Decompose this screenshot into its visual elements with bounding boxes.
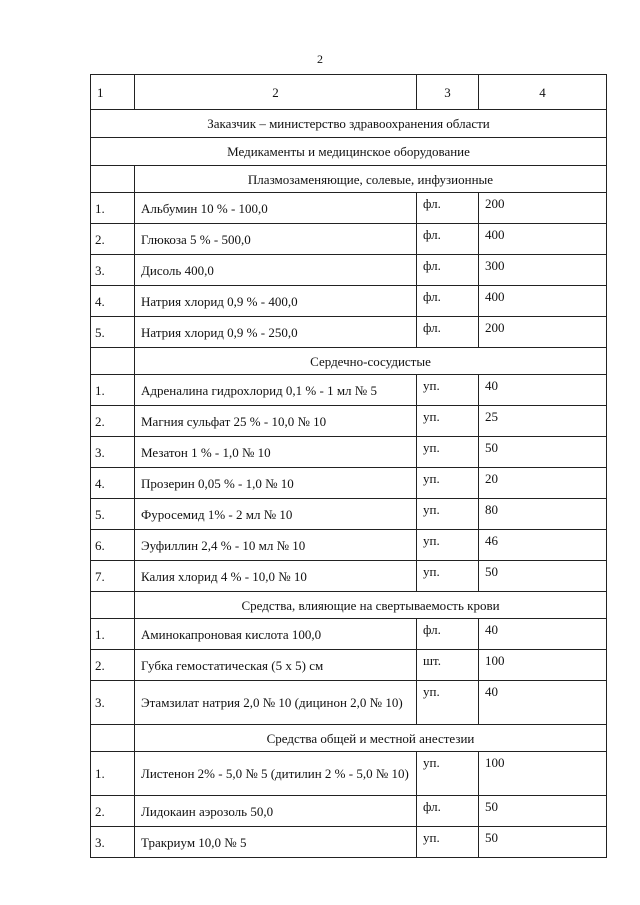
unit-of-measure: уп. bbox=[417, 375, 479, 406]
unit-of-measure: фл. bbox=[417, 224, 479, 255]
quantity: 200 bbox=[479, 193, 607, 224]
quantity: 50 bbox=[479, 561, 607, 592]
section-spacer bbox=[91, 592, 135, 619]
table-row bbox=[91, 499, 607, 530]
row-number: 2. bbox=[91, 406, 135, 437]
row-number: 1. bbox=[91, 752, 135, 796]
table-row bbox=[91, 468, 607, 499]
quantity: 80 bbox=[479, 499, 607, 530]
row-number: 4. bbox=[91, 468, 135, 499]
section-title: Средства общей и местной анестезии bbox=[135, 725, 607, 752]
unit-of-measure: уп. bbox=[417, 406, 479, 437]
section-spacer bbox=[91, 348, 135, 375]
unit-of-measure: фл. bbox=[417, 193, 479, 224]
row-number: 2. bbox=[91, 796, 135, 827]
row-number: 7. bbox=[91, 561, 135, 592]
table-row bbox=[91, 561, 607, 592]
medication-name: Глюкоза 5 % - 500,0 bbox=[135, 224, 417, 255]
quantity: 25 bbox=[479, 406, 607, 437]
medication-name: Фуросемид 1% - 2 мл № 10 bbox=[135, 499, 417, 530]
medication-name: Натрия хлорид 0,9 % - 250,0 bbox=[135, 317, 417, 348]
unit-of-measure: уп. bbox=[417, 468, 479, 499]
medications-table bbox=[90, 74, 607, 858]
row-number: 3. bbox=[91, 437, 135, 468]
quantity: 40 bbox=[479, 375, 607, 406]
header-col-2: 2 bbox=[135, 75, 417, 110]
customer-row bbox=[91, 110, 607, 138]
medication-name: Губка гемостатическая (5 х 5) см bbox=[135, 650, 417, 681]
unit-of-measure: уп. bbox=[417, 681, 479, 725]
medication-name: Лидокаин аэрозоль 50,0 bbox=[135, 796, 417, 827]
quantity: 400 bbox=[479, 286, 607, 317]
unit-of-measure: шт. bbox=[417, 650, 479, 681]
section-row bbox=[91, 166, 607, 193]
section-title: Сердечно-сосудистые bbox=[135, 348, 607, 375]
quantity: 200 bbox=[479, 317, 607, 348]
medication-name: Магния сульфат 25 % - 10,0 № 10 bbox=[135, 406, 417, 437]
medication-name: Адреналина гидрохлорид 0,1 % - 1 мл № 5 bbox=[135, 375, 417, 406]
row-number: 1. bbox=[91, 375, 135, 406]
page-number: 2 bbox=[317, 52, 323, 66]
table-row bbox=[91, 406, 607, 437]
quantity: 50 bbox=[479, 437, 607, 468]
row-number: 1. bbox=[91, 193, 135, 224]
quantity: 40 bbox=[479, 619, 607, 650]
unit-of-measure: уп. bbox=[417, 827, 479, 858]
row-number: 1. bbox=[91, 619, 135, 650]
quantity: 300 bbox=[479, 255, 607, 286]
row-number: 3. bbox=[91, 255, 135, 286]
row-number: 6. bbox=[91, 530, 135, 561]
medication-name: Калия хлорид 4 % - 10,0 № 10 bbox=[135, 561, 417, 592]
header-col-3: 3 bbox=[417, 75, 479, 110]
row-number: 3. bbox=[91, 827, 135, 858]
quantity: 100 bbox=[479, 752, 607, 796]
quantity: 50 bbox=[479, 827, 607, 858]
header-row bbox=[91, 75, 607, 110]
quantity: 400 bbox=[479, 224, 607, 255]
section-spacer bbox=[91, 166, 135, 193]
medication-name: Этамзилат натрия 2,0 № 10 (дицинон 2,0 № 10) bbox=[135, 681, 417, 725]
medication-name: Эуфиллин 2,4 % - 10 мл № 10 bbox=[135, 530, 417, 561]
medication-name: Листенон 2% - 5,0 № 5 (дитилин 2 % - 5,0 № 10) bbox=[135, 752, 417, 796]
table-row bbox=[91, 681, 607, 725]
table-body bbox=[91, 75, 607, 858]
unit-of-measure: фл. bbox=[417, 317, 479, 348]
unit-of-measure: фл. bbox=[417, 796, 479, 827]
section-row bbox=[91, 592, 607, 619]
unit-of-measure: уп. bbox=[417, 530, 479, 561]
row-number: 2. bbox=[91, 650, 135, 681]
row-number: 2. bbox=[91, 224, 135, 255]
header-col-1: 1 bbox=[91, 75, 135, 110]
medication-name: Мезатон 1 % - 1,0 № 10 bbox=[135, 437, 417, 468]
row-number: 3. bbox=[91, 681, 135, 725]
medication-name: Прозерин 0,05 % - 1,0 № 10 bbox=[135, 468, 417, 499]
medication-name: Натрия хлорид 0,9 % - 400,0 bbox=[135, 286, 417, 317]
section-title: Плазмозаменяющие, солевые, инфузионные bbox=[135, 166, 607, 193]
medication-name: Аминокапроновая кислота 100,0 bbox=[135, 619, 417, 650]
row-number: 5. bbox=[91, 499, 135, 530]
row-number: 5. bbox=[91, 317, 135, 348]
quantity: 50 bbox=[479, 796, 607, 827]
row-number: 4. bbox=[91, 286, 135, 317]
quantity: 40 bbox=[479, 681, 607, 725]
unit-of-measure: уп. bbox=[417, 752, 479, 796]
table-row bbox=[91, 375, 607, 406]
unit-of-measure: уп. bbox=[417, 499, 479, 530]
table-row bbox=[91, 437, 607, 468]
unit-of-measure: фл. bbox=[417, 619, 479, 650]
unit-of-measure: уп. bbox=[417, 437, 479, 468]
medication-name: Тракриум 10,0 № 5 bbox=[135, 827, 417, 858]
section-row bbox=[91, 348, 607, 375]
table-row bbox=[91, 255, 607, 286]
table-row bbox=[91, 827, 607, 858]
table-row bbox=[91, 752, 607, 796]
customer-title: Заказчик – министерство здравоохранения области bbox=[91, 110, 607, 138]
medication-name: Дисоль 400,0 bbox=[135, 255, 417, 286]
table-row bbox=[91, 317, 607, 348]
category-title: Медикаменты и медицинское оборудование bbox=[91, 138, 607, 166]
unit-of-measure: фл. bbox=[417, 286, 479, 317]
unit-of-measure: фл. bbox=[417, 255, 479, 286]
medication-name: Альбумин 10 % - 100,0 bbox=[135, 193, 417, 224]
table-row bbox=[91, 650, 607, 681]
table-row bbox=[91, 530, 607, 561]
table-row bbox=[91, 796, 607, 827]
unit-of-measure: уп. bbox=[417, 561, 479, 592]
section-row bbox=[91, 725, 607, 752]
category-row bbox=[91, 138, 607, 166]
quantity: 20 bbox=[479, 468, 607, 499]
quantity: 46 bbox=[479, 530, 607, 561]
header-col-4: 4 bbox=[479, 75, 607, 110]
section-spacer bbox=[91, 725, 135, 752]
table-row bbox=[91, 619, 607, 650]
section-title: Средства, влияющие на свертываемость крови bbox=[135, 592, 607, 619]
quantity: 100 bbox=[479, 650, 607, 681]
table-row bbox=[91, 224, 607, 255]
table-row bbox=[91, 286, 607, 317]
table-row bbox=[91, 193, 607, 224]
